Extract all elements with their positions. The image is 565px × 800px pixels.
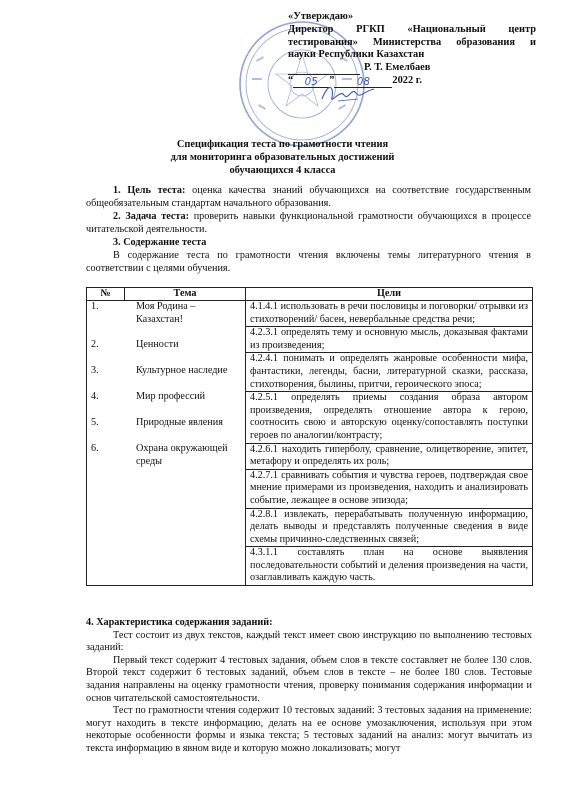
goal-item: 4.2.5.1 определять приемы создания образа автором произведения, определять отношение автора к герою, соотносить свою и авторскую оценку/сопоставлять поступки героев по аналогии/контрасту; (246, 392, 532, 443)
approval-ministry-line: тестирования» Министерства образования и (288, 36, 536, 48)
table-header-row (87, 288, 533, 301)
handwritten-signature (318, 81, 378, 107)
approval-heading: «Утверждаю» (288, 11, 354, 22)
approval-signature-line (288, 62, 536, 75)
section-4-paragraph-3: Тест по грамотности чтения содержит 10 тестовых заданий: 3 тестовых задания на применение: могут находить в тексте информацию, делать на ее основе умозаключения, используя при этом некоторые особенности формы и языка текста; 5 тестовых заданий на анализ: могут вычитать из текста информацию в явном виде и которую можно локализовать; могут (86, 705, 532, 754)
header-theme: Тема (125, 288, 246, 301)
goal-item: 4.3.1.1 составлять план на основе выявления последовательности событий и деления произведения на части, озаглавливать каждую часть. (250, 547, 528, 584)
date-month: 08 (334, 76, 392, 88)
content-table (86, 287, 533, 586)
section-4-paragraph-1: Тест состоит из двух текстов, каждый текст имеет свою инструкцию по выполнению тестовых заданий: (86, 629, 532, 654)
goal-item: 4.2.7.1 сравнивать события и чувства героев, подтверждая свое мнение примерами из произведения, находить и анализировать событие, лежащее в основе эпизода; (246, 470, 532, 509)
section-3-heading (86, 237, 531, 250)
goal-item: 4.2.4.1 понимать и определять жанровые особенности мифа, фантастики, легенды, басни, литературной сказки, рассказа, стихотворения, былины, притчи, героического эпоса; (246, 353, 532, 392)
section-2-text: проверить навыки функциональной грамотности обучающихся в процессе читательской деятельности. (86, 211, 532, 235)
theme-item: 5. Природные явления (91, 417, 223, 429)
goal-item: 4.2.8.1 извлекать, перерабатывать полученную информацию, делать выводы и представлять полученные сведения в виде схемы причинно-следственных связей; (246, 509, 532, 548)
header-goals: Цели (246, 288, 533, 301)
goal-item: 4.2.3.1 определять тему и основную мысль, доказывая фактами из произведения; (246, 327, 532, 353)
section-1-text: оценка качества знаний обучающихся на соответствие государственным общеобязательным стандартам начального образования. (86, 185, 531, 209)
approval-block (288, 11, 536, 88)
theme-item: 1. Моя Родина – Казахстан! (91, 301, 196, 325)
theme-item: 3. Культурное наследие (91, 365, 228, 377)
document-title (60, 139, 505, 177)
section-3-label: 3. Содержание теста (113, 237, 207, 248)
date-year: 2022 г. (392, 74, 422, 86)
signature-blank (288, 63, 360, 75)
table-row (87, 301, 533, 586)
section-4-heading: 4. Характеристика содержания заданий: (86, 617, 273, 628)
header-num: № (87, 288, 125, 301)
section-1-goal (86, 185, 531, 210)
date-day: 05 (293, 76, 329, 88)
section-4-paragraph-2: Первый текст содержит 4 тестовых задания, объем слов в тексте составляет не более 130 слов. Второй текст содержит 6 тестовых заданий, объем слов в тексте – не более 180 слов. Тестовые задания направлены на оценку грамотности чтения, проверку понимания содержания информации и основ читательской самостоятельности. (86, 654, 532, 704)
title-line-1: Спецификация теста по грамотности чтения (176, 139, 389, 150)
goal-item: 4.2.6.1 находить гиперболу, сравнение, олицетворение, эпитет, метафору и определять их роль; (246, 444, 532, 470)
theme-item: 4. Мир профессий (91, 391, 206, 403)
themes-cell (87, 301, 246, 586)
title-line-3: обучающихся 4 класса (229, 164, 336, 176)
approval-director-line: Директор РГКП «Национальный центр (288, 23, 536, 35)
approval-country-line: науки Республики Казахстан (288, 49, 425, 61)
goal-item: 4.1.4.1 использовать в речи пословицы и поговорки/ отрывки из стихотворений/ басен, невербальные средства речи; (246, 301, 532, 327)
section-4 (86, 617, 532, 756)
section-1-label: 1. Цель теста: (113, 185, 186, 196)
goals-cell (246, 301, 533, 586)
section-3-text: В содержание теста по грамотности чтения включены темы литературного чтения в соответствии с целями обучения. (86, 250, 531, 274)
theme-item: 6. Охрана окружающей среды (91, 443, 228, 467)
signer-name: Р. Т. Емелбаев (364, 62, 431, 74)
approval-date-line: “ 05 ” 08 2022 г. (288, 74, 422, 88)
section-2-task (86, 211, 531, 236)
title-line-2: для мониторинга образовательных достижений (170, 151, 395, 163)
theme-item: 2. Ценности (91, 339, 179, 351)
section-2-label: 2. Задача теста: (113, 211, 190, 222)
